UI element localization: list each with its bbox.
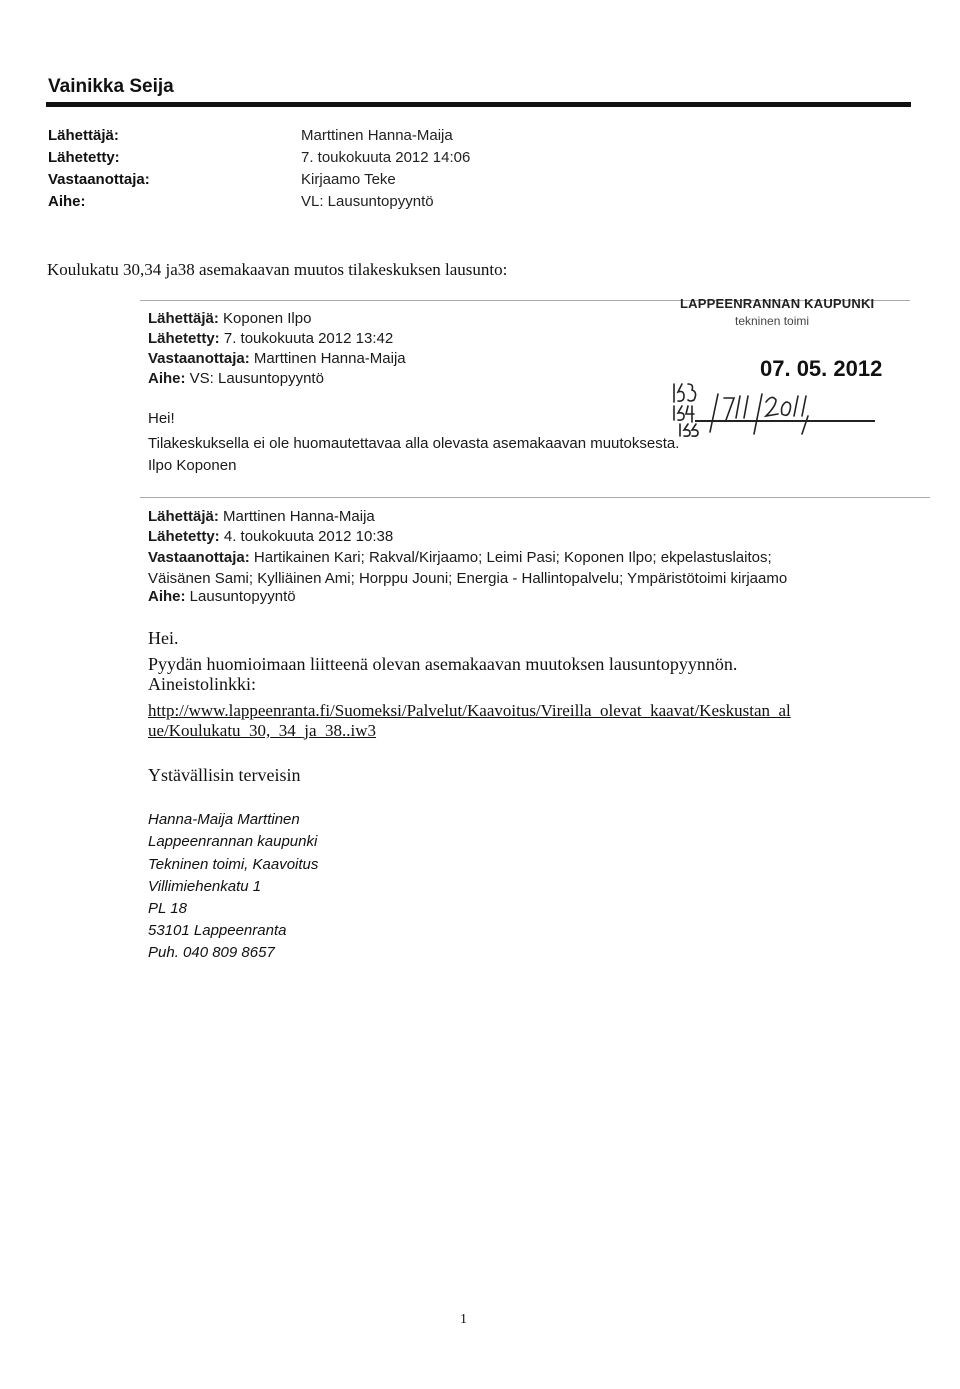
signature-department: Tekninen toimi, Kaavoitus (148, 856, 319, 873)
stamp-organization: LAPPEENRANNAN KAUPUNKI (680, 296, 875, 311)
handwritten-stamp-number (662, 376, 882, 438)
subject-label: Aihe: (48, 193, 86, 210)
header-divider (46, 102, 911, 107)
signature-street: Villimiehenkatu 1 (148, 878, 262, 895)
msg2-sent: Lähetetty: 4. toukokuuta 2012 10:38 (148, 528, 394, 545)
msg2-body: Pyydän huomioimaan liitteenä olevan asemakaavan muutoksen lausuntopyynnön. (148, 654, 738, 674)
signature-name: Hanna-Maija Marttinen (148, 811, 300, 828)
subject-value: VL: Lausuntopyyntö (301, 193, 434, 210)
msg1-sent: Lähetetty: 7. toukokuuta 2012 13:42 (148, 330, 394, 347)
msg2-greeting: Hei. (148, 628, 179, 648)
signature-organization: Lappeenrannan kaupunki (148, 833, 318, 850)
sent-value: 7. toukokuuta 2012 14:06 (301, 149, 471, 166)
page-number: 1 (460, 1312, 467, 1327)
to-label: Vastaanottaja: (48, 171, 150, 188)
msg2-link-label: Aineistolinkki: (148, 674, 256, 694)
msg2-to: Vastaanottaja: Hartikainen Kari; Rakval/Kirjaamo; Leimi Pasi; Koponen Ilpo; ekpelastuslaitos; (148, 549, 772, 566)
from-value: Marttinen Hanna-Maija (301, 127, 453, 144)
stamp-department: tekninen toimi (735, 314, 810, 328)
msg2-from: Lähettäjä: Marttinen Hanna-Maija (148, 508, 375, 525)
material-link[interactable]: http://www.lappeenranta.fi/Suomeksi/Palvelut/Kaavoitus/Vireilla_olevat_kaavat/Keskustan_al (148, 701, 791, 720)
material-link-continued[interactable]: ue/Koulukatu_30,_34_ja_38..iw3 (148, 721, 377, 740)
signature-postal: 53101 Lappeenranta (148, 922, 287, 939)
msg1-to: Vastaanottaja: Marttinen Hanna-Maija (148, 350, 406, 367)
sent-label: Lähetetty: (48, 149, 120, 166)
msg1-greeting: Hei! (148, 410, 175, 427)
msg2-subject: Aihe: Lausuntopyyntö (148, 588, 296, 605)
signature-phone: Puh. 040 809 8657 (148, 944, 275, 961)
from-label: Lähettäjä: (48, 127, 119, 144)
intro-text: Koulukatu 30,34 ja38 asemakaavan muutos tilakeskuksen lausunto: (47, 260, 508, 279)
message2-divider (140, 497, 930, 498)
msg1-body: Tilakeskuksella ei ole huomautettavaa alla olevasta asemakaavan muutoksesta. (148, 435, 680, 452)
signature-pobox: PL 18 (148, 900, 187, 917)
to-value: Kirjaamo Teke (301, 171, 396, 188)
msg1-subject: Aihe: VS: Lausuntopyyntö (148, 370, 324, 387)
document-owner: Vainikka Seija (48, 76, 174, 97)
msg1-from: Lähettäjä: Koponen Ilpo (148, 310, 312, 327)
msg2-to-continued: Väisänen Sami; Kylliäinen Ami; Horppu Jouni; Energia - Hallintopalvelu; Ympäristötoimi kirjaamo (148, 570, 788, 587)
stamp-underline (695, 420, 875, 422)
msg2-closing: Ystävällisin terveisin (148, 765, 301, 785)
stamp-date: 07. 05. 2012 (760, 356, 883, 381)
msg1-signature: Ilpo Koponen (148, 457, 237, 474)
